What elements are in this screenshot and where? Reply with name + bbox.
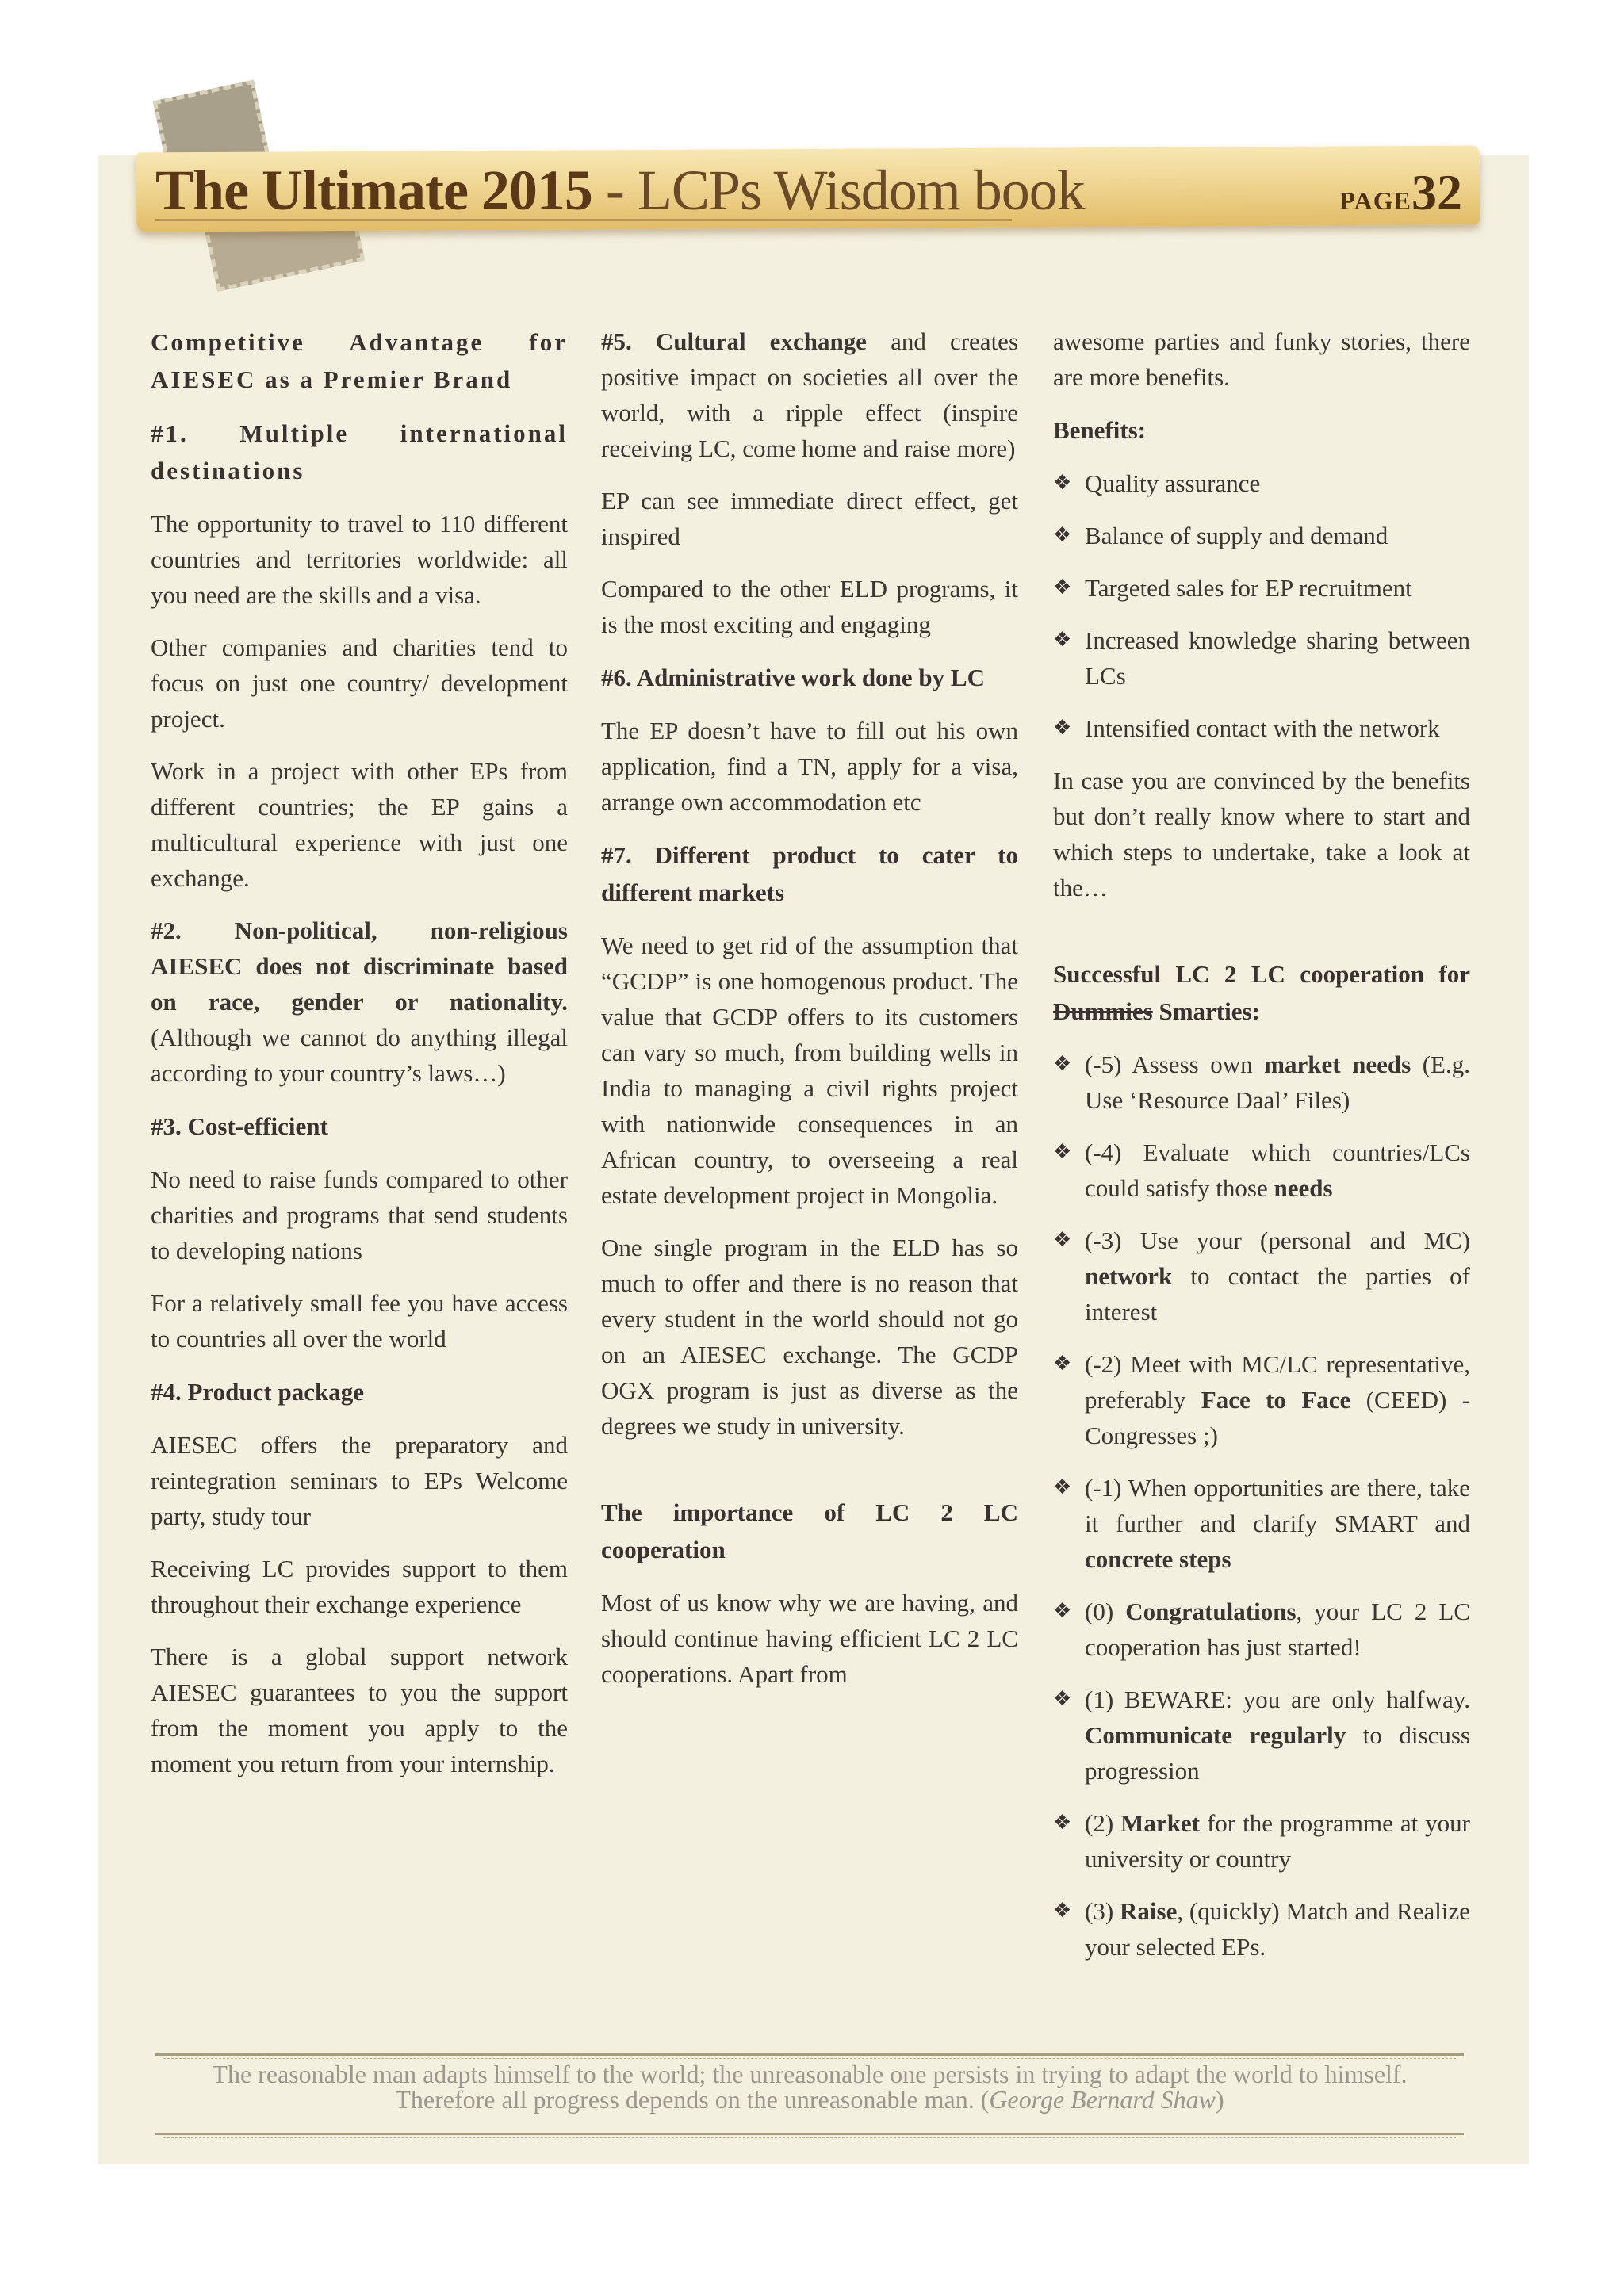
diamond-bullet-icon: ❖ (1053, 1599, 1072, 1623)
step-text: to discuss progression (1085, 1721, 1470, 1785)
page-number: 32 (1411, 164, 1462, 220)
benefit-text: Intensified contact with the network (1085, 714, 1440, 742)
diamond-bullet-icon: ❖ (1053, 628, 1072, 652)
benefit-item (1053, 518, 1470, 553)
diamond-bullet-icon: ❖ (1053, 1052, 1072, 1076)
smarties-heading-b: Smarties: (1152, 997, 1260, 1025)
step-text: (2) (1085, 1809, 1121, 1837)
step-text: (CEED) - Congresses ;) (1085, 1386, 1470, 1449)
diamond-bullet-icon: ❖ (1053, 1687, 1072, 1711)
benefit-text: Quality assurance (1085, 469, 1261, 497)
diamond-bullet-icon: ❖ (1053, 1140, 1072, 1164)
advantage-2-note: (Although we cannot do anything illegal according to your country’s laws…) (151, 1024, 568, 1087)
step-text: , your LC 2 LC cooperation has just started! (1085, 1598, 1470, 1661)
benefit-item (1053, 465, 1470, 501)
step-bold: concrete steps (1085, 1545, 1231, 1573)
diamond-bullet-icon: ❖ (1053, 1352, 1072, 1376)
advantage-6-heading: #6. Administrative work done by LC (601, 664, 985, 691)
step-bold: Face to Face (1201, 1386, 1351, 1414)
step-text: (-2) Meet with MC/LC representative, preferably (1085, 1350, 1470, 1414)
page-number-box (1339, 163, 1462, 222)
step-item (1053, 1135, 1470, 1206)
benefit-text: Balance of supply and demand (1085, 522, 1388, 549)
step-text: (-3) Use your (personal and MC) (1085, 1226, 1470, 1254)
step-text: (E.g. Use ‘Resource Daal’ Files) (1085, 1050, 1470, 1114)
quote-author: George Bernard Shaw (989, 2085, 1216, 2114)
benefit-item (1053, 622, 1470, 694)
paragraph: No need to raise funds compared to other charities and programs that send students to developing nations (151, 1165, 568, 1265)
smarties-heading-a: Successful LC 2 LC cooperation for (1053, 960, 1470, 988)
column-1 (151, 323, 568, 1798)
step-bold: needs (1274, 1174, 1333, 1202)
step-item (1053, 1805, 1470, 1877)
step-text: (-5) Assess own (1085, 1050, 1265, 1078)
step-item (1053, 1682, 1470, 1789)
spacer (601, 1460, 1018, 1494)
benefit-item (1053, 710, 1470, 746)
diamond-bullet-icon: ❖ (1053, 716, 1072, 740)
paragraph: awesome parties and funky stories, there are more benefits. (1053, 327, 1470, 391)
step-text: (3) (1085, 1897, 1120, 1925)
advantage-5-text: and creates positive impact on societies all over the world, with a ripple effect (inspire receiving LC, come home and raise more) (601, 327, 1019, 462)
footer-rule-top (155, 2053, 1464, 2056)
footer-rule-bottom (155, 2133, 1464, 2135)
advantage-2 (151, 913, 568, 1091)
paragraph: Compared to the other ELD programs, it is the most exciting and engaging (601, 575, 1018, 638)
quote-line-2 (155, 2087, 1464, 2112)
page-title (155, 157, 1085, 224)
paragraph: EP can see immediate direct effect, get inspired (601, 487, 1018, 550)
advantage-4-heading: #4. Product package (151, 1378, 364, 1406)
step-bold: market needs (1264, 1050, 1411, 1078)
paragraph: AIESEC offers the preparatory and reintegration seminars to EPs Welcome party, study tour (151, 1431, 568, 1530)
struck-word: Dummies (1053, 997, 1153, 1025)
footer-quote (155, 2061, 1464, 2112)
advantage-1-heading: #1. Multiple international destinations (151, 419, 568, 484)
advantage-3-heading: #3. Cost-efficient (151, 1112, 328, 1140)
page-label: PAGE (1339, 186, 1411, 215)
spacer (1053, 922, 1470, 955)
paragraph: There is a global support network AIESEC guarantees to you the support from the moment you apply to the moment you return from your internship. (151, 1643, 568, 1777)
diamond-bullet-icon: ❖ (1053, 1228, 1072, 1252)
benefits-heading: Benefits: (1053, 416, 1147, 444)
step-item (1053, 1223, 1470, 1330)
step-bold: network (1085, 1262, 1173, 1290)
step-bold: Market (1120, 1809, 1200, 1837)
advantage-5-heading: #5. Cultural exchange (601, 327, 867, 355)
step-text: (0) (1085, 1598, 1126, 1625)
column-3 (1053, 323, 1470, 1981)
step-bold: Congratulations (1125, 1598, 1297, 1625)
quote-text: Therefore all progress depends on the unreasonable man. ( (395, 2085, 990, 2114)
quote-text: ) (1215, 2085, 1224, 2114)
advantage-2-heading: #2. Non-political, non-religious AIESEC does not discriminate based on race, gender or nationality. (151, 916, 568, 1016)
paragraph: Most of us know why we are having, and should continue having efficient LC 2 LC cooperations. Apart from (601, 1589, 1018, 1688)
paragraph: Work in a project with other EPs from different countries; the EP gains a multicultural experience with just one exchange. (151, 757, 568, 892)
diamond-bullet-icon: ❖ (1053, 523, 1072, 547)
section-heading: Competitive Advantage for AIESEC as a Premier Brand (151, 328, 568, 393)
title-rest: - LCPs Wisdom book (592, 159, 1085, 222)
diamond-bullet-icon: ❖ (1053, 1811, 1072, 1835)
paragraph: We need to get rid of the assumption that “GCDP” is one homogenous product. The value that GCDP offers to its customers can vary so much, from building wells in India to managing a civil rights project with nationwide consequences in an African country, to overseeing a real estate development project in Mongolia. (601, 932, 1018, 1209)
step-text: (-1) When opportunities are there, take it further and clarify SMART and (1085, 1474, 1470, 1537)
step-text: (-4) Evaluate which countries/LCs could satisfy those (1085, 1138, 1470, 1202)
title-bold: The Ultimate 2015 (155, 159, 592, 222)
paragraph: One single program in the ELD has so much to offer and there is no reason that every student in the world should not go on an AIESEC exchange. The GCDP OGX program is just as diverse as the degrees we study in university. (601, 1234, 1018, 1440)
step-bold: Communicate regularly (1085, 1721, 1346, 1749)
diamond-bullet-icon: ❖ (1053, 1899, 1072, 1923)
quote-line-1: The reasonable man adapts himself to the world; the unreasonable one persists in trying to adapt the world to himself. (212, 2060, 1408, 2088)
step-item (1053, 1594, 1470, 1665)
paragraph: Other companies and charities tend to focus on just one country/ development project. (151, 633, 568, 733)
benefit-text: Increased knowledge sharing between LCs (1085, 626, 1470, 690)
diamond-bullet-icon: ❖ (1053, 1475, 1072, 1499)
step-text: (1) BEWARE: you are only halfway. (1085, 1686, 1470, 1713)
step-text: to contact the parties of interest (1085, 1262, 1470, 1326)
step-bold: Raise (1120, 1897, 1178, 1925)
step-item (1053, 1047, 1470, 1118)
advantage-7-heading: #7. Different product to cater to different markets (601, 841, 1018, 906)
paragraph: In case you are convinced by the benefits but don’t really know where to start and which steps to undertake, take a look at the… (1053, 767, 1470, 901)
step-text: for the programme at your university or country (1085, 1809, 1470, 1873)
paragraph: The EP doesn’t have to fill out his own application, find a TN, apply for a visa, arrange own accommodation etc (601, 717, 1018, 816)
cooperation-heading: The importance of LC 2 LC cooperation (601, 1498, 1018, 1563)
paragraph: Receiving LC provides support to them throughout their exchange experience (151, 1555, 568, 1618)
step-item (1053, 1893, 1470, 1965)
advantage-5 (601, 323, 1018, 466)
benefit-text: Targeted sales for EP recruitment (1085, 574, 1412, 602)
step-text: , (quickly) Match and Realize your selected EPs. (1085, 1897, 1470, 1961)
paragraph: The opportunity to travel to 110 different countries and territories worldwide: all you need are the skills and a visa. (151, 510, 568, 609)
diamond-bullet-icon: ❖ (1053, 576, 1072, 599)
column-2 (601, 323, 1018, 1709)
smarties-heading (1053, 955, 1470, 1030)
paragraph: For a relatively small fee you have access to countries all over the world (151, 1289, 568, 1353)
step-item (1053, 1346, 1470, 1453)
benefit-item (1053, 570, 1470, 606)
step-item (1053, 1470, 1470, 1577)
diamond-bullet-icon: ❖ (1053, 471, 1072, 495)
